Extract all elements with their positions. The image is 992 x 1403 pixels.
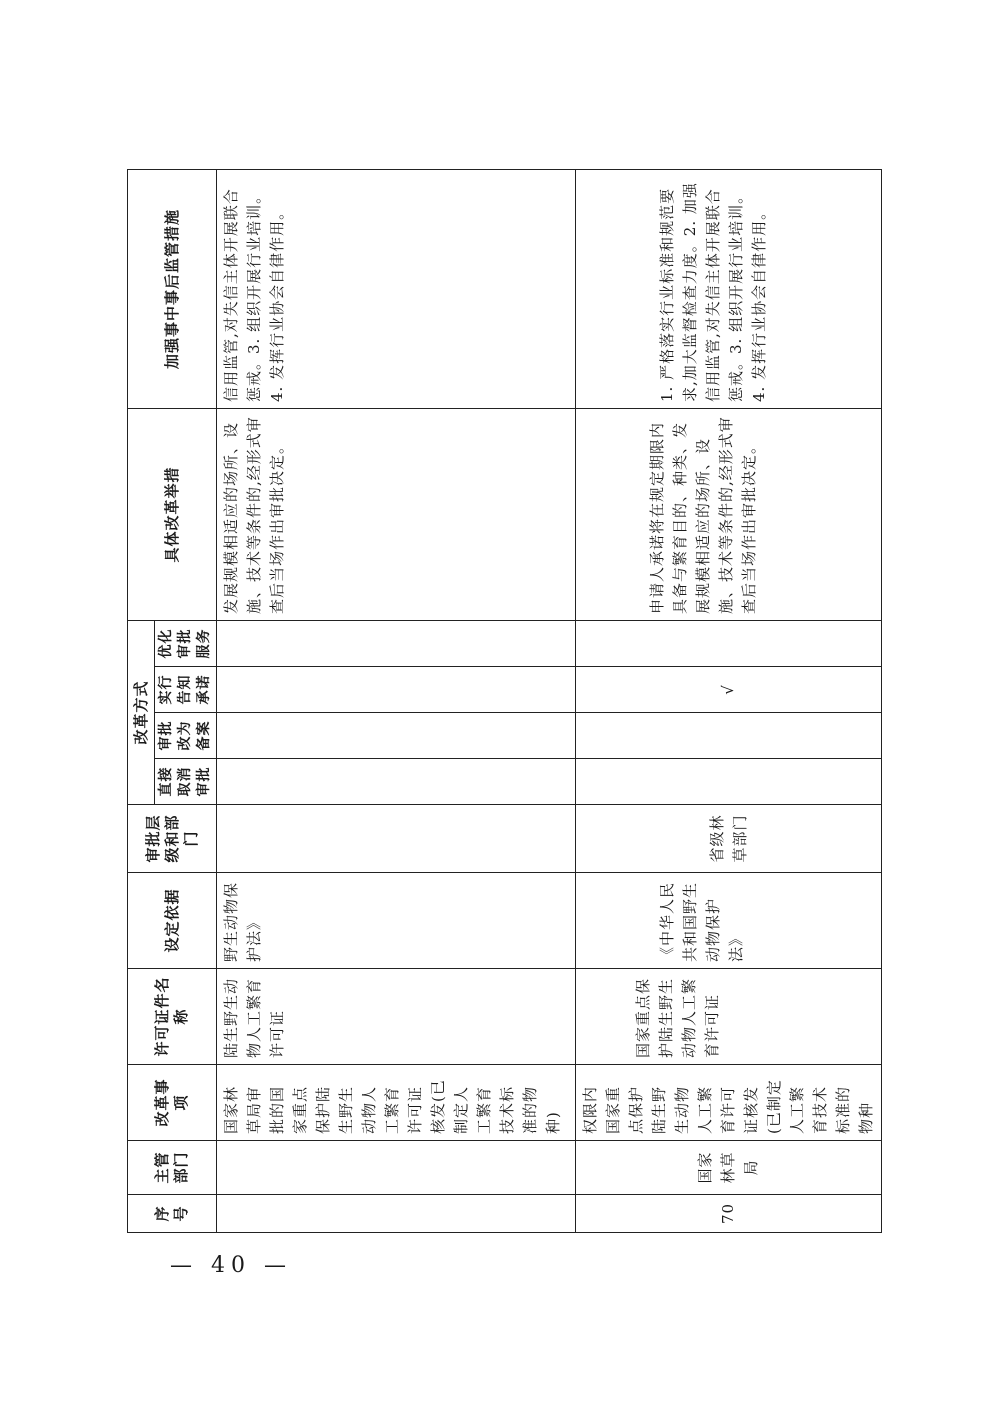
row-dept xyxy=(217,1141,576,1195)
row-notify: √ xyxy=(576,667,882,713)
header-basis: 设定依据 xyxy=(128,873,217,969)
row-filing xyxy=(217,713,576,759)
header-license: 许可证件名称 xyxy=(128,969,217,1065)
row-item: 国家林草局审批的国家重点保护陆生野生动物人工繁育许可证核发(已制定人工繁育技术标准的物种) xyxy=(217,1065,576,1141)
table-row xyxy=(217,169,576,1232)
row-license: 陆生野生动物人工繁育许可证 xyxy=(217,969,576,1065)
row-notify xyxy=(217,667,576,713)
table-row xyxy=(576,169,882,1232)
row-dept: 国家林草局 xyxy=(576,1141,882,1195)
row-basis: 《中华人民共和国野生动物保护法》 xyxy=(576,873,882,969)
header-notify: 实行告知承诺 xyxy=(155,667,217,713)
header-filing: 审批改为备案 xyxy=(155,713,217,759)
header-row-1 xyxy=(128,169,155,1232)
rotated-table-container xyxy=(127,170,875,1233)
row-supervision: 信用监管,对失信主体开展联合惩戒。3. 组织开展行业培训。4. 发挥行业协会自律作用。 xyxy=(217,169,576,408)
row-level: 省级林草部门 xyxy=(576,805,882,873)
header-level: 审批层级和部门 xyxy=(128,805,217,873)
page-number: — 40 — xyxy=(170,1253,292,1278)
header-optimize: 优化审批服务 xyxy=(155,620,217,666)
reform-table xyxy=(127,169,882,1233)
row-supervision: 1. 严格落实行业标准和规范要求,加大监督检查力度。2. 加强信用监管,对失信主体开展联合惩戒。3. 组织开展行业培训。4. 发挥行业协会自律作用。 xyxy=(576,169,882,408)
row-optimize xyxy=(217,620,576,666)
row-measures: 申请人承诺将在规定期限内具备与繁育目的、种类、发展规模相适应的场所、设施、技术等条件的,经形式审查后当场作出审批决定。 xyxy=(576,408,882,620)
header-seq: 序号 xyxy=(128,1195,217,1233)
row-measures: 发展规模相适应的场所、设施、技术等条件的,经形式审查后当场作出审批决定。 xyxy=(217,408,576,620)
row-seq xyxy=(217,1195,576,1233)
header-dept: 主管部门 xyxy=(128,1141,217,1195)
row-item: 权限内国家重点保护陆生野生动物人工繁育许可证核发(已制定人工繁育技术标准的物种 xyxy=(576,1065,882,1141)
header-supervision: 加强事中事后监管措施 xyxy=(128,169,217,408)
row-cancel xyxy=(217,759,576,805)
row-level xyxy=(217,805,576,873)
header-cancel: 直接取消审批 xyxy=(155,759,217,805)
row-license: 国家重点保护陆生野生动物人工繁育许可证 xyxy=(576,969,882,1065)
row-cancel xyxy=(576,759,882,805)
header-measures: 具体改革举措 xyxy=(128,408,217,620)
header-method: 改革方式 xyxy=(128,620,155,804)
row-seq: 70 xyxy=(576,1195,882,1233)
row-filing xyxy=(576,713,882,759)
row-optimize xyxy=(576,620,882,666)
row-basis: 野生动物保护法》 xyxy=(217,873,576,969)
header-item: 改革事项 xyxy=(128,1065,217,1141)
